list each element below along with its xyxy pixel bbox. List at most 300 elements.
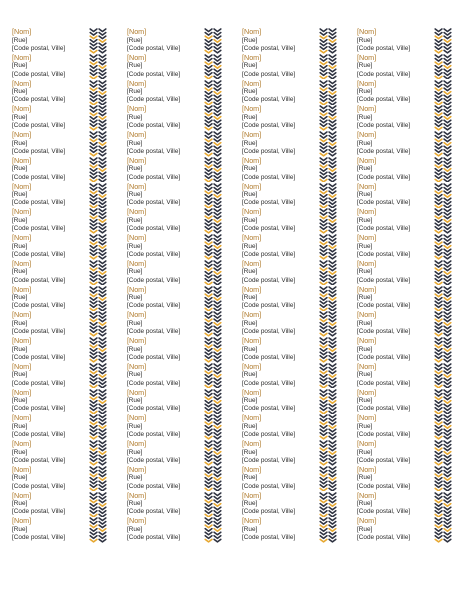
chevron-leaf-pattern-icon bbox=[434, 131, 452, 157]
label-name-placeholder[interactable]: [Nom] bbox=[12, 388, 32, 397]
label-city-placeholder[interactable]: [Code postal, Ville] bbox=[127, 70, 181, 78]
label-city-placeholder[interactable]: [Code postal, Ville] bbox=[357, 225, 411, 233]
label-name-placeholder[interactable]: [Nom] bbox=[127, 517, 147, 526]
chevron-leaf-pattern-icon bbox=[204, 131, 222, 157]
label-name-placeholder[interactable]: [Nom] bbox=[357, 79, 377, 88]
label-name-placeholder[interactable]: [Nom] bbox=[357, 388, 377, 397]
chevron-leaf-pattern-icon bbox=[319, 54, 337, 80]
label-city-placeholder[interactable]: [Code postal, Ville] bbox=[242, 379, 296, 387]
chevron-leaf-pattern-icon bbox=[89, 208, 107, 234]
label-city-placeholder[interactable]: [Code postal, Ville] bbox=[12, 276, 66, 284]
label-name-placeholder[interactable]: [Nom] bbox=[242, 53, 262, 62]
label-street-placeholder[interactable]: [Rue] bbox=[242, 216, 258, 224]
label-city-placeholder[interactable]: [Code postal, Ville] bbox=[242, 70, 296, 78]
label-name-placeholder[interactable]: [Nom] bbox=[127, 337, 147, 345]
label-name-placeholder[interactable]: [Nom] bbox=[242, 337, 262, 345]
chevron-leaf-pattern-icon bbox=[319, 208, 337, 234]
chevron-leaf-pattern-icon bbox=[319, 157, 337, 183]
chevron-leaf-pattern-icon bbox=[204, 466, 222, 492]
chevron-leaf-pattern-icon bbox=[434, 517, 452, 543]
label-city-placeholder[interactable]: [Code postal, Ville] bbox=[127, 456, 181, 464]
label-city-placeholder[interactable]: [Code postal, Ville] bbox=[357, 70, 411, 78]
label-city-placeholder[interactable]: [Code postal, Ville] bbox=[127, 508, 181, 516]
chevron-leaf-pattern-icon bbox=[204, 414, 222, 440]
label-street-placeholder[interactable]: [Rue] bbox=[242, 88, 258, 96]
label-city-placeholder[interactable]: [Code postal, Ville] bbox=[12, 250, 66, 258]
label-street-placeholder[interactable]: [Rue] bbox=[127, 216, 143, 224]
label-city-placeholder[interactable]: [Code postal, Ville] bbox=[242, 122, 296, 130]
label-city-placeholder[interactable]: [Code postal, Ville] bbox=[242, 328, 296, 336]
label-city-placeholder[interactable]: [Code postal, Ville] bbox=[12, 173, 66, 181]
label-name-placeholder[interactable]: [Nom] bbox=[127, 311, 147, 320]
label-city-placeholder[interactable]: [Code postal, Ville] bbox=[357, 147, 411, 155]
label-name-placeholder[interactable]: [Nom] bbox=[127, 28, 147, 36]
label-name-placeholder[interactable]: [Nom] bbox=[357, 105, 377, 114]
chevron-leaf-pattern-icon bbox=[319, 105, 337, 131]
label-street-placeholder[interactable]: [Rue] bbox=[127, 139, 143, 147]
label-name-placeholder[interactable]: [Nom] bbox=[242, 28, 262, 36]
label-city-placeholder[interactable]: [Code postal, Ville] bbox=[242, 534, 296, 542]
label-name-placeholder[interactable]: [Nom] bbox=[127, 79, 147, 88]
chevron-leaf-pattern-icon bbox=[204, 105, 222, 131]
label-street-placeholder[interactable]: [Rue] bbox=[357, 294, 373, 302]
label-street-placeholder[interactable]: [Rue] bbox=[242, 474, 258, 482]
label-street-placeholder[interactable]: [Rue] bbox=[127, 319, 143, 327]
chevron-leaf-pattern-icon bbox=[204, 440, 222, 466]
label-city-placeholder[interactable]: [Code postal, Ville] bbox=[242, 482, 296, 490]
label-city-placeholder[interactable]: [Code postal, Ville] bbox=[12, 482, 66, 490]
label-city-placeholder[interactable]: [Code postal, Ville] bbox=[357, 482, 411, 490]
label-city-placeholder[interactable]: [Code postal, Ville] bbox=[127, 250, 181, 258]
label-city-placeholder[interactable]: [Code postal, Ville] bbox=[127, 44, 181, 52]
chevron-leaf-pattern-icon bbox=[319, 389, 337, 415]
label-street-placeholder[interactable]: [Rue] bbox=[127, 242, 143, 250]
label-street-placeholder[interactable]: [Rue] bbox=[12, 191, 28, 199]
label-city-placeholder[interactable]: [Code postal, Ville] bbox=[242, 147, 296, 155]
label-city-placeholder[interactable]: [Code postal, Ville] bbox=[242, 225, 296, 233]
chevron-leaf-pattern-icon bbox=[319, 28, 337, 54]
label-name-placeholder[interactable]: [Nom] bbox=[242, 491, 262, 500]
label-city-placeholder[interactable]: [Code postal, Ville] bbox=[357, 405, 411, 413]
label-street-placeholder[interactable]: [Rue] bbox=[357, 242, 373, 250]
label-street-placeholder[interactable]: [Rue] bbox=[127, 500, 143, 508]
label-street-placeholder[interactable]: [Rue] bbox=[242, 62, 258, 70]
chevron-leaf-pattern-icon bbox=[89, 105, 107, 131]
label-city-placeholder[interactable]: [Code postal, Ville] bbox=[12, 96, 66, 104]
label-city-placeholder[interactable]: [Code postal, Ville] bbox=[12, 147, 66, 155]
label-street-placeholder[interactable]: [Rue] bbox=[357, 191, 373, 199]
label-name-placeholder[interactable]: [Nom] bbox=[127, 491, 147, 500]
label-street-placeholder[interactable]: [Rue] bbox=[12, 474, 28, 482]
label-name-placeholder[interactable]: [Nom] bbox=[242, 234, 262, 242]
label-street-placeholder[interactable]: [Rue] bbox=[127, 371, 143, 379]
label-city-placeholder[interactable]: [Code postal, Ville] bbox=[12, 508, 66, 516]
label-city-placeholder[interactable]: [Code postal, Ville] bbox=[357, 122, 411, 130]
chevron-leaf-pattern-icon bbox=[434, 105, 452, 131]
label-street-placeholder[interactable]: [Rue] bbox=[127, 294, 143, 302]
label-name-placeholder[interactable]: [Nom] bbox=[12, 311, 32, 320]
label-street-placeholder[interactable]: [Rue] bbox=[357, 448, 373, 456]
label-city-placeholder[interactable]: [Code postal, Ville] bbox=[242, 276, 296, 284]
label-name-placeholder[interactable]: [Nom] bbox=[12, 105, 32, 114]
chevron-leaf-pattern-icon bbox=[89, 414, 107, 440]
label-city-placeholder[interactable]: [Code postal, Ville] bbox=[357, 353, 411, 361]
chevron-leaf-pattern-icon bbox=[89, 183, 107, 209]
label-city-placeholder[interactable]: [Code postal, Ville] bbox=[127, 147, 181, 155]
chevron-leaf-pattern-icon bbox=[319, 440, 337, 466]
label-city-placeholder[interactable]: [Code postal, Ville] bbox=[242, 353, 296, 361]
chevron-leaf-pattern-icon bbox=[89, 286, 107, 312]
chevron-leaf-pattern-icon bbox=[434, 80, 452, 106]
label-name-placeholder[interactable]: [Nom] bbox=[127, 208, 147, 217]
label-city-placeholder[interactable]: [Code postal, Ville] bbox=[127, 328, 181, 336]
label-city-placeholder[interactable]: [Code postal, Ville] bbox=[357, 456, 411, 464]
label-name-placeholder[interactable]: [Nom] bbox=[242, 131, 262, 139]
label-name-placeholder[interactable]: [Nom] bbox=[12, 259, 32, 268]
label-name-placeholder[interactable]: [Nom] bbox=[357, 465, 377, 474]
label-city-placeholder[interactable]: [Code postal, Ville] bbox=[12, 328, 66, 336]
label-name-placeholder[interactable]: [Nom] bbox=[12, 131, 32, 139]
label-street-placeholder[interactable]: [Rue] bbox=[357, 397, 373, 405]
chevron-leaf-pattern-icon bbox=[89, 131, 107, 157]
label-city-placeholder[interactable]: [Code postal, Ville] bbox=[357, 276, 411, 284]
label-street-placeholder[interactable]: [Rue] bbox=[12, 62, 28, 70]
label-name-placeholder[interactable]: [Nom] bbox=[357, 517, 377, 526]
label-street-placeholder[interactable]: [Rue] bbox=[357, 525, 373, 533]
label-city-placeholder[interactable]: [Code postal, Ville] bbox=[242, 250, 296, 258]
label-name-placeholder[interactable]: [Nom] bbox=[357, 440, 377, 448]
label-city-placeholder[interactable]: [Code postal, Ville] bbox=[127, 353, 181, 361]
label-name-placeholder[interactable]: [Nom] bbox=[12, 440, 32, 448]
label-city-placeholder[interactable]: [Code postal, Ville] bbox=[12, 70, 66, 78]
label-street-placeholder[interactable]: [Rue] bbox=[12, 88, 28, 96]
label-street-placeholder[interactable]: [Rue] bbox=[242, 113, 258, 121]
label-city-placeholder[interactable]: [Code postal, Ville] bbox=[357, 302, 411, 310]
label-street-placeholder[interactable]: [Rue] bbox=[357, 139, 373, 147]
label-street-placeholder[interactable]: [Rue] bbox=[12, 113, 28, 121]
label-city-placeholder[interactable]: [Code postal, Ville] bbox=[357, 328, 411, 336]
label-name-placeholder[interactable]: [Nom] bbox=[127, 234, 147, 242]
label-city-placeholder[interactable]: [Code postal, Ville] bbox=[127, 96, 181, 104]
chevron-leaf-pattern-icon bbox=[204, 157, 222, 183]
label-name-placeholder[interactable]: [Nom] bbox=[357, 28, 377, 36]
label-name-placeholder[interactable]: [Nom] bbox=[127, 440, 147, 448]
chevron-leaf-pattern-icon bbox=[89, 466, 107, 492]
label-street-placeholder[interactable]: [Rue] bbox=[242, 397, 258, 405]
chevron-leaf-pattern-icon bbox=[89, 80, 107, 106]
label-street-placeholder[interactable]: [Rue] bbox=[12, 371, 28, 379]
label-street-placeholder[interactable]: [Rue] bbox=[12, 268, 28, 276]
label-city-placeholder[interactable]: [Code postal, Ville] bbox=[127, 225, 181, 233]
label-street-placeholder[interactable]: [Rue] bbox=[127, 88, 143, 96]
label-street-placeholder[interactable]: [Rue] bbox=[242, 525, 258, 533]
label-city-placeholder[interactable]: [Code postal, Ville] bbox=[242, 431, 296, 439]
label-street-placeholder[interactable]: [Rue] bbox=[127, 165, 143, 173]
label-street-placeholder[interactable]: [Rue] bbox=[357, 113, 373, 121]
label-street-placeholder[interactable]: [Rue] bbox=[357, 371, 373, 379]
label-city-placeholder[interactable]: [Code postal, Ville] bbox=[127, 302, 181, 310]
label-name-placeholder[interactable]: [Nom] bbox=[127, 131, 147, 139]
label-street-placeholder[interactable]: [Rue] bbox=[357, 88, 373, 96]
label-name-placeholder[interactable]: [Nom] bbox=[12, 156, 32, 165]
label-street-placeholder[interactable]: [Rue] bbox=[242, 139, 258, 147]
label-name-placeholder[interactable]: [Nom] bbox=[242, 79, 262, 88]
label-city-placeholder[interactable]: [Code postal, Ville] bbox=[12, 353, 66, 361]
chevron-leaf-pattern-icon bbox=[319, 337, 337, 363]
label-city-placeholder[interactable]: [Code postal, Ville] bbox=[127, 431, 181, 439]
label-name-placeholder[interactable]: [Nom] bbox=[127, 414, 147, 423]
label-city-placeholder[interactable]: [Code postal, Ville] bbox=[127, 482, 181, 490]
label-city-placeholder[interactable]: [Code postal, Ville] bbox=[127, 534, 181, 542]
label-street-placeholder[interactable]: [Rue] bbox=[12, 165, 28, 173]
label-city-placeholder[interactable]: [Code postal, Ville] bbox=[242, 173, 296, 181]
label-city-placeholder[interactable]: [Code postal, Ville] bbox=[127, 405, 181, 413]
label-city-placeholder[interactable]: [Code postal, Ville] bbox=[12, 534, 66, 542]
label-name-placeholder[interactable]: [Nom] bbox=[12, 337, 32, 345]
label-city-placeholder[interactable]: [Code postal, Ville] bbox=[357, 96, 411, 104]
chevron-leaf-pattern-icon bbox=[89, 157, 107, 183]
chevron-leaf-pattern-icon bbox=[434, 234, 452, 260]
label-name-placeholder[interactable]: [Nom] bbox=[242, 414, 262, 423]
label-city-placeholder[interactable]: [Code postal, Ville] bbox=[357, 431, 411, 439]
label-city-placeholder[interactable]: [Code postal, Ville] bbox=[357, 199, 411, 207]
label-street-placeholder[interactable]: [Rue] bbox=[12, 319, 28, 327]
label-name-placeholder[interactable]: [Nom] bbox=[127, 285, 147, 294]
label-name-placeholder[interactable]: [Nom] bbox=[242, 388, 262, 397]
label-street-placeholder[interactable]: [Rue] bbox=[357, 422, 373, 430]
chevron-leaf-pattern-icon bbox=[89, 311, 107, 337]
label-street-placeholder[interactable]: [Rue] bbox=[242, 345, 258, 353]
label-name-placeholder[interactable]: [Nom] bbox=[127, 182, 147, 191]
chevron-leaf-pattern-icon bbox=[434, 414, 452, 440]
label-name-placeholder[interactable]: [Nom] bbox=[12, 234, 32, 242]
label-name-placeholder[interactable]: [Nom] bbox=[242, 156, 262, 165]
label-street-placeholder[interactable]: [Rue] bbox=[127, 397, 143, 405]
chevron-leaf-pattern-icon bbox=[89, 517, 107, 543]
label-city-placeholder[interactable]: [Code postal, Ville] bbox=[357, 534, 411, 542]
label-street-placeholder[interactable]: [Rue] bbox=[12, 422, 28, 430]
chevron-leaf-pattern-icon bbox=[434, 54, 452, 80]
label-name-placeholder[interactable]: [Nom] bbox=[242, 285, 262, 294]
chevron-leaf-pattern-icon bbox=[319, 492, 337, 518]
label-street-placeholder[interactable]: [Rue] bbox=[242, 191, 258, 199]
label-street-placeholder[interactable]: [Rue] bbox=[242, 294, 258, 302]
label-city-placeholder[interactable]: [Code postal, Ville] bbox=[12, 405, 66, 413]
label-name-placeholder[interactable]: [Nom] bbox=[357, 491, 377, 500]
chevron-leaf-pattern-icon bbox=[204, 208, 222, 234]
label-name-placeholder[interactable]: [Nom] bbox=[357, 208, 377, 217]
chevron-leaf-pattern-icon bbox=[204, 286, 222, 312]
chevron-leaf-pattern-icon bbox=[204, 28, 222, 54]
label-city-placeholder[interactable]: [Code postal, Ville] bbox=[357, 379, 411, 387]
label-name-placeholder[interactable]: [Nom] bbox=[242, 311, 262, 320]
label-street-placeholder[interactable]: [Rue] bbox=[242, 500, 258, 508]
label-street-placeholder[interactable]: [Rue] bbox=[242, 242, 258, 250]
label-name-placeholder[interactable]: [Nom] bbox=[12, 79, 32, 88]
chevron-leaf-pattern-icon bbox=[434, 311, 452, 337]
label-street-placeholder[interactable]: [Rue] bbox=[127, 36, 143, 44]
chevron-leaf-pattern-icon bbox=[89, 492, 107, 518]
label-name-placeholder[interactable]: [Nom] bbox=[12, 465, 32, 474]
label-city-placeholder[interactable]: [Code postal, Ville] bbox=[12, 302, 66, 310]
label-name-placeholder[interactable]: [Nom] bbox=[127, 156, 147, 165]
label-city-placeholder[interactable]: [Code postal, Ville] bbox=[357, 250, 411, 258]
label-street-placeholder[interactable]: [Rue] bbox=[242, 422, 258, 430]
label-street-placeholder[interactable]: [Rue] bbox=[127, 62, 143, 70]
label-street-placeholder[interactable]: [Rue] bbox=[357, 36, 373, 44]
label-city-placeholder[interactable]: [Code postal, Ville] bbox=[357, 44, 411, 52]
chevron-leaf-pattern-icon bbox=[204, 492, 222, 518]
label-street-placeholder[interactable]: [Rue] bbox=[12, 345, 28, 353]
label-name-placeholder[interactable]: [Nom] bbox=[357, 156, 377, 165]
label-city-placeholder[interactable]: [Code postal, Ville] bbox=[127, 122, 181, 130]
label-city-placeholder[interactable]: [Code postal, Ville] bbox=[242, 508, 296, 516]
label-name-placeholder[interactable]: [Nom] bbox=[242, 362, 262, 371]
chevron-leaf-pattern-icon bbox=[319, 80, 337, 106]
label-name-placeholder[interactable]: [Nom] bbox=[242, 440, 262, 448]
label-name-placeholder[interactable]: [Nom] bbox=[242, 259, 262, 268]
label-city-placeholder[interactable]: [Code postal, Ville] bbox=[357, 173, 411, 181]
label-street-placeholder[interactable]: [Rue] bbox=[357, 268, 373, 276]
label-name-placeholder[interactable]: [Nom] bbox=[357, 131, 377, 139]
label-street-placeholder[interactable]: [Rue] bbox=[357, 319, 373, 327]
chevron-leaf-pattern-icon bbox=[319, 260, 337, 286]
label-name-placeholder[interactable]: [Nom] bbox=[12, 414, 32, 423]
label-name-placeholder[interactable]: [Nom] bbox=[12, 362, 32, 371]
label-name-placeholder[interactable]: [Nom] bbox=[357, 285, 377, 294]
label-street-placeholder[interactable]: [Rue] bbox=[127, 448, 143, 456]
label-city-placeholder[interactable]: [Code postal, Ville] bbox=[242, 44, 296, 52]
chevron-leaf-pattern-icon bbox=[434, 363, 452, 389]
label-street-placeholder[interactable]: [Rue] bbox=[357, 216, 373, 224]
label-name-placeholder[interactable]: [Nom] bbox=[12, 285, 32, 294]
label-street-placeholder[interactable]: [Rue] bbox=[12, 139, 28, 147]
label-name-placeholder[interactable]: [Nom] bbox=[357, 311, 377, 320]
label-city-placeholder[interactable]: [Code postal, Ville] bbox=[127, 379, 181, 387]
label-city-placeholder[interactable]: [Code postal, Ville] bbox=[357, 508, 411, 516]
chevron-leaf-pattern-icon bbox=[89, 389, 107, 415]
label-street-placeholder[interactable]: [Rue] bbox=[12, 500, 28, 508]
chevron-leaf-pattern-icon bbox=[89, 337, 107, 363]
label-street-placeholder[interactable]: [Rue] bbox=[242, 36, 258, 44]
label-city-placeholder[interactable]: [Code postal, Ville] bbox=[12, 44, 66, 52]
label-name-placeholder[interactable]: [Nom] bbox=[127, 259, 147, 268]
label-name-placeholder[interactable]: [Nom] bbox=[12, 491, 32, 500]
label-street-placeholder[interactable]: [Rue] bbox=[127, 422, 143, 430]
label-city-placeholder[interactable]: [Code postal, Ville] bbox=[242, 405, 296, 413]
label-name-placeholder[interactable]: [Nom] bbox=[357, 362, 377, 371]
label-name-placeholder[interactable]: [Nom] bbox=[12, 53, 32, 62]
chevron-leaf-pattern-icon bbox=[204, 311, 222, 337]
label-street-placeholder[interactable]: [Rue] bbox=[12, 397, 28, 405]
label-name-placeholder[interactable]: [Nom] bbox=[242, 182, 262, 191]
label-street-placeholder[interactable]: [Rue] bbox=[242, 268, 258, 276]
label-name-placeholder[interactable]: [Nom] bbox=[357, 53, 377, 62]
label-city-placeholder[interactable]: [Code postal, Ville] bbox=[242, 96, 296, 104]
chevron-leaf-pattern-icon bbox=[204, 363, 222, 389]
chevron-leaf-pattern-icon bbox=[434, 440, 452, 466]
chevron-leaf-pattern-icon bbox=[319, 363, 337, 389]
label-city-placeholder[interactable]: [Code postal, Ville] bbox=[12, 225, 66, 233]
label-city-placeholder[interactable]: [Code postal, Ville] bbox=[127, 199, 181, 207]
label-street-placeholder[interactable]: [Rue] bbox=[357, 345, 373, 353]
label-city-placeholder[interactable]: [Code postal, Ville] bbox=[12, 122, 66, 130]
label-name-placeholder[interactable]: [Nom] bbox=[12, 517, 32, 526]
label-street-placeholder[interactable]: [Rue] bbox=[242, 319, 258, 327]
label-city-placeholder[interactable]: [Code postal, Ville] bbox=[242, 302, 296, 310]
label-street-placeholder[interactable]: [Rue] bbox=[127, 474, 143, 482]
label-name-placeholder[interactable]: [Nom] bbox=[242, 208, 262, 217]
chevron-leaf-pattern-icon bbox=[319, 466, 337, 492]
label-name-placeholder[interactable]: [Nom] bbox=[127, 388, 147, 397]
label-name-placeholder[interactable]: [Nom] bbox=[357, 337, 377, 345]
label-street-placeholder[interactable]: [Rue] bbox=[127, 113, 143, 121]
label-name-placeholder[interactable]: [Nom] bbox=[127, 105, 147, 114]
label-street-placeholder[interactable]: [Rue] bbox=[12, 294, 28, 302]
chevron-leaf-pattern-icon bbox=[434, 260, 452, 286]
label-name-placeholder[interactable]: [Nom] bbox=[12, 28, 32, 36]
label-city-placeholder[interactable]: [Code postal, Ville] bbox=[127, 173, 181, 181]
label-name-placeholder[interactable]: [Nom] bbox=[127, 53, 147, 62]
label-street-placeholder[interactable]: [Rue] bbox=[242, 371, 258, 379]
label-street-placeholder[interactable]: [Rue] bbox=[12, 242, 28, 250]
label-name-placeholder[interactable]: [Nom] bbox=[242, 105, 262, 114]
label-street-placeholder[interactable]: [Rue] bbox=[357, 62, 373, 70]
label-street-placeholder[interactable]: [Rue] bbox=[357, 165, 373, 173]
label-name-placeholder[interactable]: [Nom] bbox=[12, 182, 32, 191]
label-city-placeholder[interactable]: [Code postal, Ville] bbox=[12, 379, 66, 387]
label-name-placeholder[interactable]: [Nom] bbox=[357, 414, 377, 423]
label-name-placeholder[interactable]: [Nom] bbox=[12, 208, 32, 217]
chevron-leaf-pattern-icon bbox=[434, 286, 452, 312]
label-street-placeholder[interactable]: [Rue] bbox=[12, 36, 28, 44]
label-street-placeholder[interactable]: [Rue] bbox=[127, 525, 143, 533]
label-name-placeholder[interactable]: [Nom] bbox=[357, 234, 377, 242]
label-street-placeholder[interactable]: [Rue] bbox=[12, 525, 28, 533]
chevron-leaf-pattern-icon bbox=[319, 517, 337, 543]
label-name-placeholder[interactable]: [Nom] bbox=[357, 259, 377, 268]
label-city-placeholder[interactable]: [Code postal, Ville] bbox=[127, 276, 181, 284]
chevron-leaf-pattern-icon bbox=[319, 286, 337, 312]
label-street-placeholder[interactable]: [Rue] bbox=[242, 165, 258, 173]
label-street-placeholder[interactable]: [Rue] bbox=[127, 191, 143, 199]
label-name-placeholder[interactable]: [Nom] bbox=[357, 182, 377, 191]
label-name-placeholder[interactable]: [Nom] bbox=[242, 465, 262, 474]
chevron-leaf-pattern-icon bbox=[89, 28, 107, 54]
label-street-placeholder[interactable]: [Rue] bbox=[357, 500, 373, 508]
label-city-placeholder[interactable]: [Code postal, Ville] bbox=[12, 199, 66, 207]
label-street-placeholder[interactable]: [Rue] bbox=[127, 345, 143, 353]
chevron-leaf-pattern-icon bbox=[204, 337, 222, 363]
label-name-placeholder[interactable]: [Nom] bbox=[127, 362, 147, 371]
chevron-leaf-pattern-icon bbox=[319, 183, 337, 209]
label-street-placeholder[interactable]: [Rue] bbox=[242, 448, 258, 456]
label-street-placeholder[interactable]: [Rue] bbox=[357, 474, 373, 482]
label-city-placeholder[interactable]: [Code postal, Ville] bbox=[242, 456, 296, 464]
label-street-placeholder[interactable]: [Rue] bbox=[12, 448, 28, 456]
label-city-placeholder[interactable]: [Code postal, Ville] bbox=[242, 199, 296, 207]
chevron-leaf-pattern-icon bbox=[204, 389, 222, 415]
label-city-placeholder[interactable]: [Code postal, Ville] bbox=[12, 431, 66, 439]
label-street-placeholder[interactable]: [Rue] bbox=[127, 268, 143, 276]
chevron-leaf-pattern-icon bbox=[204, 54, 222, 80]
label-city-placeholder[interactable]: [Code postal, Ville] bbox=[12, 456, 66, 464]
label-name-placeholder[interactable]: [Nom] bbox=[127, 465, 147, 474]
label-street-placeholder[interactable]: [Rue] bbox=[12, 216, 28, 224]
chevron-leaf-pattern-icon bbox=[319, 234, 337, 260]
chevron-leaf-pattern-icon bbox=[434, 183, 452, 209]
label-name-placeholder[interactable]: [Nom] bbox=[242, 517, 262, 526]
